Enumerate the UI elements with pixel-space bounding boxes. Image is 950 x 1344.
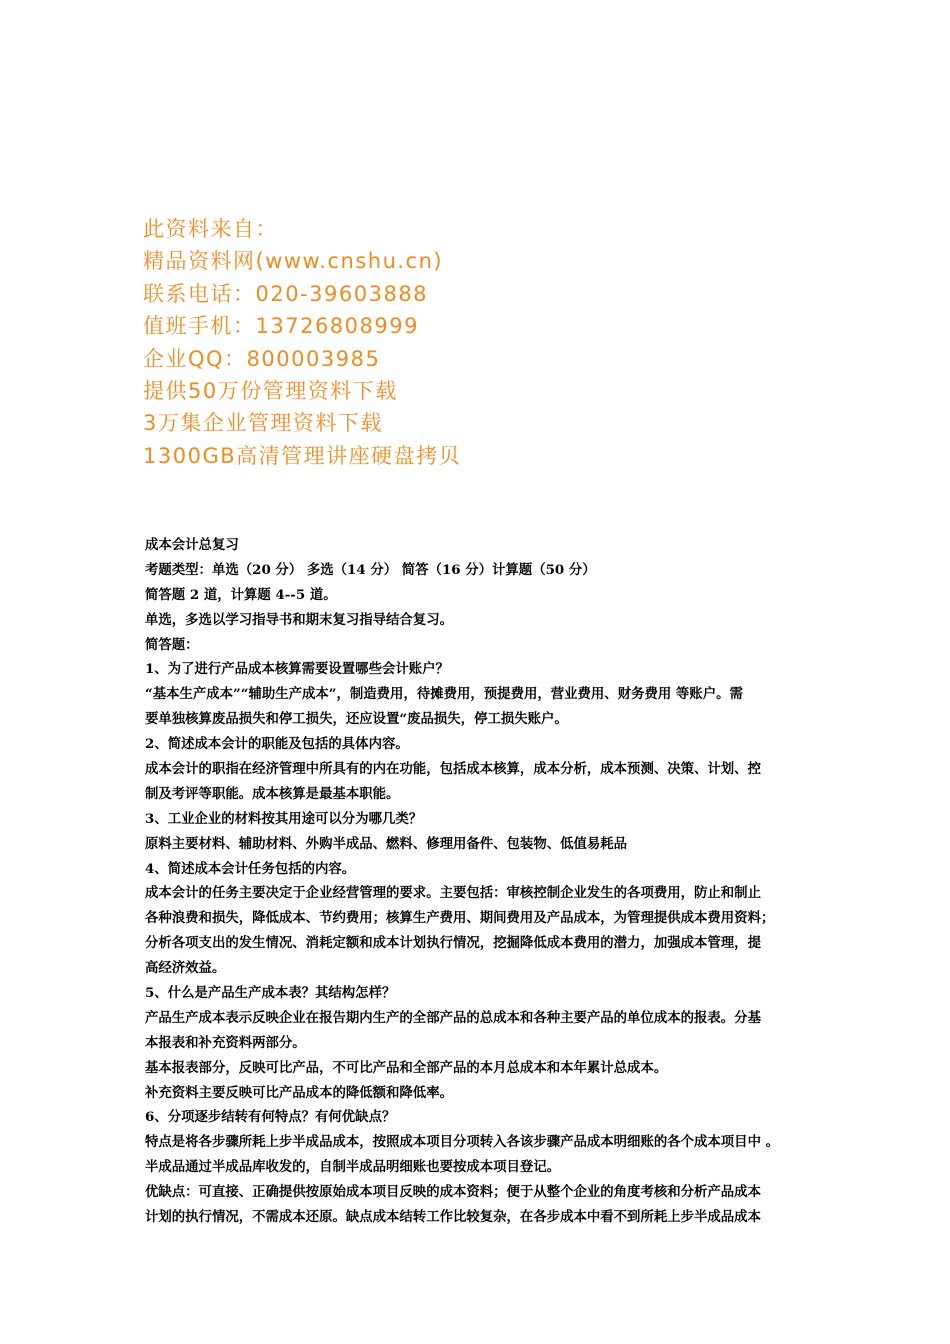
answer-line: 成本会计的任务主要决定于企业经营管理的要求。主要包括：审核控制企业发生的各项费用，防止和制止 — [145, 885, 761, 902]
answer-line: 本报表和补充资料两部分。 — [145, 1034, 306, 1051]
question-4: 4、简述成本会计任务包括的内容。 — [145, 860, 356, 877]
question-1: 1、为了进行产品成本核算需要设置哪些会计账户？ — [145, 661, 449, 678]
source-header: 此资料来自： — [143, 217, 278, 241]
answer-line: 优缺点：可直接、正确提供按原始成本项目反映的成本资料；便于从整个企业的角度考核和分析产品成本 — [145, 1184, 761, 1201]
answer-line: 高经济效益。 — [145, 960, 226, 977]
question-2: 2、简述成本会计的职能及包括的具体内容。 — [145, 736, 409, 753]
source-website: 精品资料网(www.cnshu.cn) — [143, 249, 444, 274]
duty-mobile: 值班手机：13726808999 — [143, 314, 419, 339]
section-heading: 简答题： — [145, 636, 199, 653]
source-info-block — [143, 213, 843, 472]
promo-line-materials: 提供50万份管理资料下载 — [143, 378, 398, 403]
answer-line: 基本报表部分，反映可比产品，不可比产品和全部产品的本月总成本和本年累计总成本。 — [145, 1059, 668, 1076]
answer-line: 计划的执行情况，不需成本还原。缺点成本结转工作比较复杂，在各步成本中看不到所耗上步半成品成本 — [145, 1209, 761, 1226]
question-5: 5、什么是产品生产成本表？其结构怎样？ — [145, 985, 396, 1002]
answer-line: 成本会计的职指在经济管理中所具有的内在功能，包括成本核算，成本分析，成本预测、决策、计划、控 — [145, 761, 761, 778]
question-6: 6、分项逐步结转有何特点？有何优缺点？ — [145, 1109, 396, 1126]
answer-line: 要单独核算废品损失和停工损失，还应设置“废品损失，停工损失账户。 — [145, 711, 568, 728]
question-3: 3、工业企业的材料按其用途可以分为哪几类？ — [145, 810, 423, 827]
doc-title: 成本会计总复习 — [145, 537, 239, 553]
answer-line: 补充资料主要反映可比产品成本的降低额和降低率。 — [145, 1084, 453, 1101]
answer-line: 各种浪费和损失，降低成本、节约费用；核算生产费用、期间费用及产品成本，为管理提供成本费用资料； — [145, 910, 775, 927]
review-content — [145, 533, 815, 1230]
answer-line: 原料主要材料、辅助材料、外购半成品、燃料、修理用备件、包装物、低值易耗品 — [145, 835, 628, 852]
contact-phone: 联系电话：020-39603888 — [143, 281, 429, 306]
answer-line: 制及考评等职能。成本核算是最基本职能。 — [145, 785, 400, 802]
promo-line-lectures: 1300GB高清管理讲座硬盘拷贝 — [143, 443, 462, 468]
promo-line-episodes: 3万集企业管理资料下载 — [143, 411, 383, 436]
answer-line: 半成品通过半成品库收发的，自制半成品明细账也要按成本项目登记。 — [145, 1159, 561, 1176]
answer-line: 产品生产成本表示反映企业在报告期内生产的全部产品的总成本和各种主要产品的单位成本的报表。分基 — [145, 1009, 761, 1026]
answer-line: “基本生产成本”“辅助生产成本”，制造费用，待摊费用，预提费用，营业费用、财务费用 等账户。需 — [145, 686, 743, 703]
question-counts: 简答题 2 道，计算题 4--5 道。 — [145, 586, 337, 603]
answer-line: 特点是将各步骤所耗上步半成品成本，按照成本项目分项转入各该步骤产品成本明细账的各个成本项目中 。 — [145, 1134, 780, 1151]
exam-types: 考题类型：单选（20 分） 多选（14 分） 简答（16 分）计算题（50 分） — [145, 561, 596, 578]
review-guidance: 单选，多选以学习指导书和期末复习指导结合复习。 — [145, 611, 453, 628]
answer-line: 分析各项支出的发生情况、消耗定额和成本计划执行情况，挖掘降低成本费用的潜力，加强成本管理，提 — [145, 935, 761, 952]
company-qq: 企业QQ：800003985 — [143, 346, 381, 371]
